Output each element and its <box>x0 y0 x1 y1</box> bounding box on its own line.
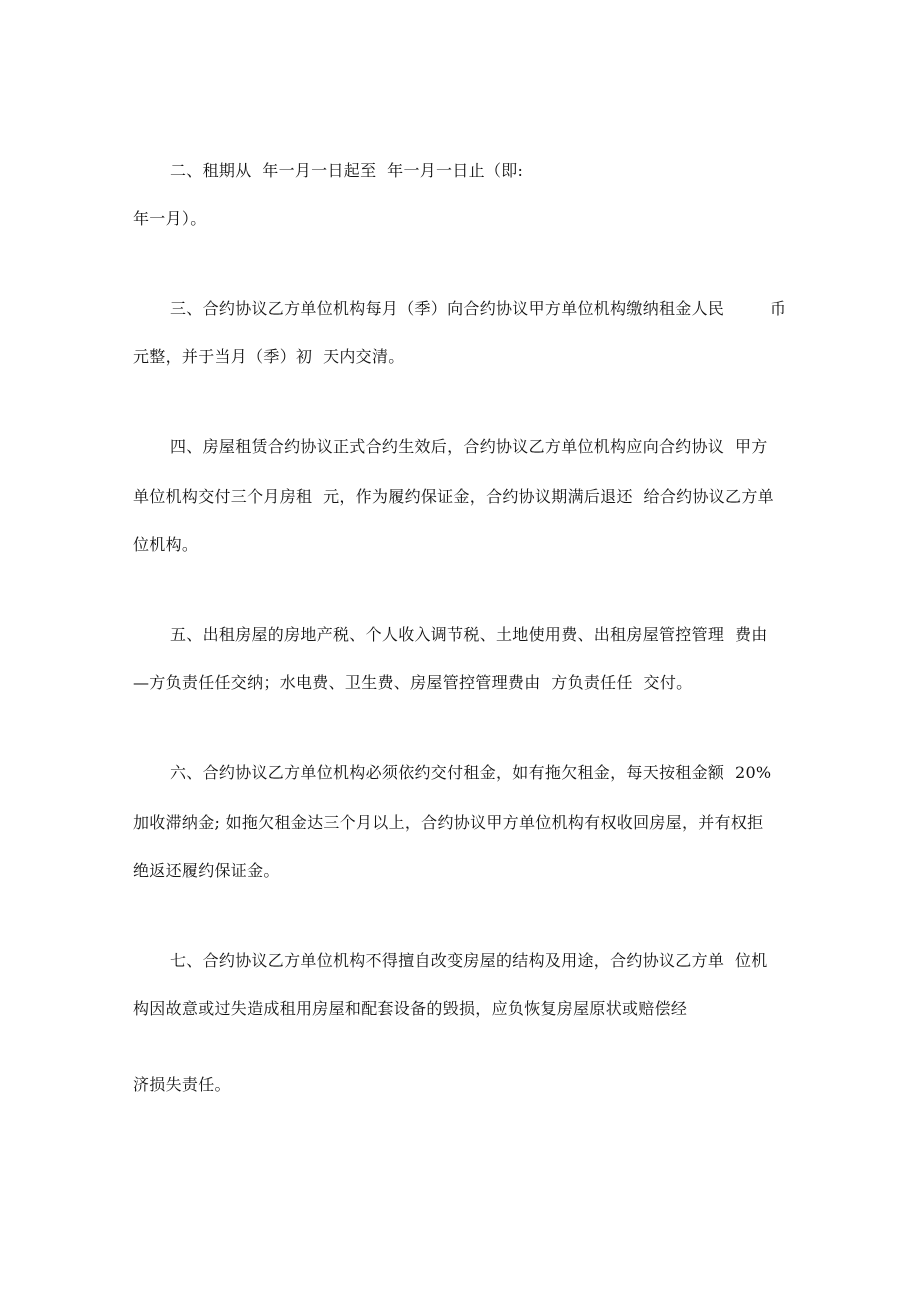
clause-5-line-2: —方负责任任交纳；水电费、卫生费、房屋管控管理费由 方负责任任 交付。 <box>133 673 693 692</box>
clause-6-line-1: 六、合约协议乙方单位机构必须依约交付租金，如有拖欠租金，每天按租金额 20% <box>170 763 772 782</box>
clause-4-line-1: 四、房屋租赁合约协议正式合约生效后，合约协议乙方单位机构应向合约协议 甲方 <box>170 437 768 456</box>
clause-7-line-3: 济损失责任。 <box>133 1075 231 1094</box>
clause-6-line-2: 加收滞纳金; 如拖欠租金达三个月以上，合约协议甲方单位机构有权收回房屋，并有权拒 <box>133 813 764 832</box>
clause-5-line-1: 五、出租房屋的房地产税、个人收入调节税、土地使用费、出租房屋管控管理 费由 <box>170 625 768 644</box>
clause-3-line-2: 元整，并于当月（季）初 天内交清。 <box>133 347 405 366</box>
clause-7-line-2: 构因故意或过失造成租用房屋和配套设备的毁损，应负恢复房屋原状或赔偿经 <box>133 999 688 1018</box>
clause-6-line-3: 绝返还履约保证金。 <box>133 861 280 880</box>
clause-3-line-1: 三、合约协议乙方单位机构每月（季）向合约协议甲方单位机构缴纳租金人民 <box>170 299 725 318</box>
clause-2-line-2: 年一月）。 <box>133 209 207 228</box>
clause-7-line-1: 七、合约协议乙方单位机构不得擅自改变房屋的结构及用途，合约协议乙方单 位机 <box>170 951 768 970</box>
clause-2-line-1: 二、租期从 年一月一日起至 年一月一日止（即: <box>170 161 524 180</box>
clause-4-line-2: 单位机构交付三个月房租 元，作为履约保证金，合约协议期满后退还 给合约协议乙方单 <box>133 487 774 506</box>
clause-3-currency: 币 <box>770 299 787 318</box>
clause-4-line-3: 位机构。 <box>133 535 199 554</box>
